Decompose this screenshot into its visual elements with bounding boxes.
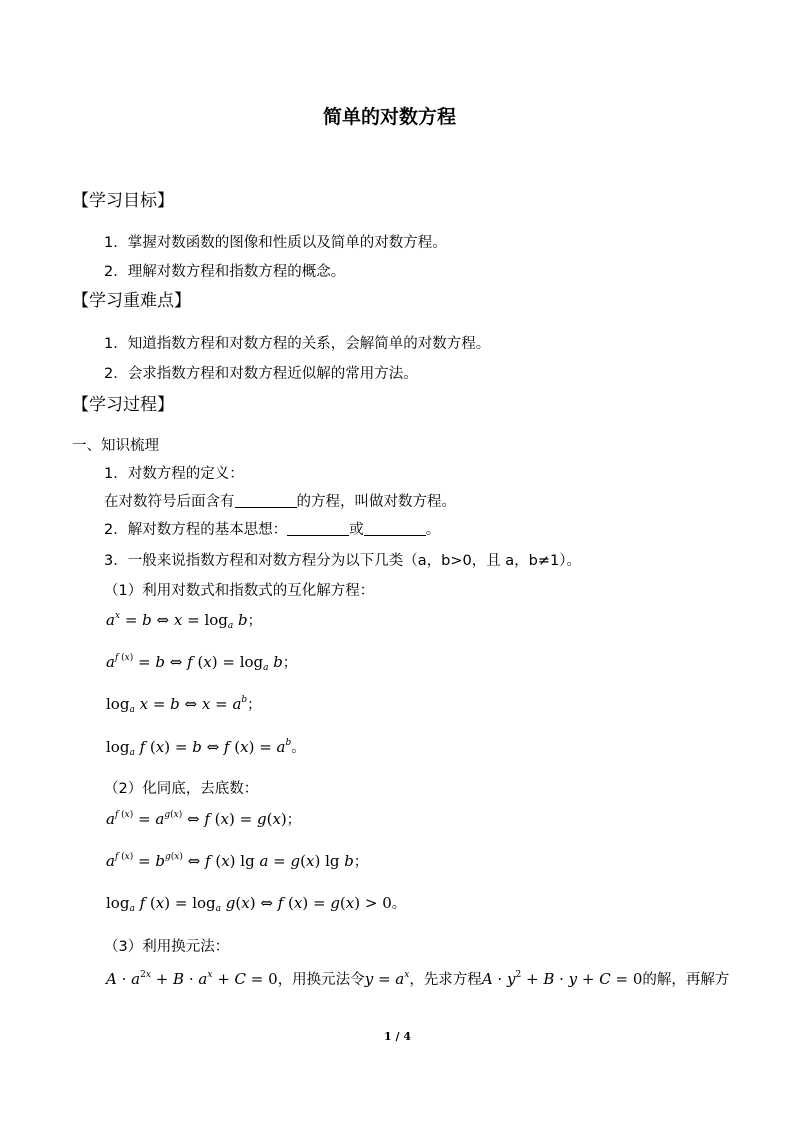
substitution-text-a: ，用换元法令 [277,972,365,988]
basic-idea-pre: 2．解对数方程的基本思想： [104,522,288,538]
period: 。 [391,896,406,912]
definition-text-pre: 在对数符号后面含有 [104,494,235,510]
formula-2: $a^{f (x)} = b$ ⇔ f $(x) = \log_a b$； [106,653,297,673]
definition-text [104,493,456,511]
formula-8: $A \cdot a^{2x} + B \cdot a^x + C = 0$ [106,970,278,988]
formula-5: $a^{f (x)} = a^{g(x)}$ ⇔ f (x) = g(x)； [106,810,301,828]
definition-text-post: 的方程，叫做对数方程。 [296,494,456,510]
definition-title: 1．对数方程的定义： [104,466,244,482]
basic-idea-or: 或 [349,522,364,538]
substitution-line [106,970,729,989]
period: 。 [291,740,306,756]
formula-6: $a^{f (x)} = b^{g(x)}$ ⇔ f (x) lg a = g(x) lg b； [106,852,368,870]
section-heading-keys: 【学习重难点】 [72,291,191,311]
section-heading-process: 【学习过程】 [72,395,174,415]
semicolon: ； [353,854,368,870]
substitution-text-b: ，先求方程 [409,972,482,988]
formula-1: $a^x = b$ ⇔ $x = \log_a b$； [106,611,262,631]
fill-blank [287,521,349,536]
semicolon: ； [247,697,262,713]
method-3-title: （3）利用换元法： [104,939,230,955]
page-number: 1 / 4 [384,1030,411,1043]
types-line: 3．一般来说指数方程和对数方程分为以下几类（a，b>0，且 a，b≠1）。 [104,553,582,569]
page-title: 简单的对数方程 [323,106,457,128]
key-item-1: 1．知道指数方程和对数方程的关系，会解简单的对数方程。 [104,336,491,352]
fill-blank [235,493,297,508]
basic-idea-line [104,521,440,539]
method-1-title: （1）利用对数式和指数式的互化解方程： [104,583,375,599]
key-item-2: 2．会求指数方程和对数方程近似解的常用方法。 [104,366,418,382]
substitution-text-c: 的解，再解方 [642,972,730,988]
formula-3: $\log_a x = b$ ⇔ $x = a^b$； [106,695,262,715]
section-heading-goals: 【学习目标】 [72,191,174,211]
method-2-title: （2）化同底，去底数： [104,781,259,797]
formula-4: $\log_a f$ (x) = b ⇔ f $(x) = a^b$。 [106,738,306,758]
formula-7: $\log_a f$ $(x) = \log_a g(x)$ ⇔ f (x) = g(x) > 0。 [106,894,406,914]
basic-idea-end: 。 [425,522,441,538]
formula-9: $y = a^x$ [364,970,410,988]
semicolon: ； [286,812,301,828]
goal-item-2: 2．理解对数方程和指数方程的概念。 [104,264,346,280]
formula-10: $A \cdot y^2 + B \cdot y + C = 0$ [481,970,643,988]
semicolon: ； [247,613,262,629]
semicolon: ； [282,655,297,671]
goal-item-1: 1．掌握对数函数的图像和性质以及简单的对数方程。 [104,235,447,251]
fill-blank [364,521,426,536]
review-heading: 一、知识梳理 [72,438,159,454]
